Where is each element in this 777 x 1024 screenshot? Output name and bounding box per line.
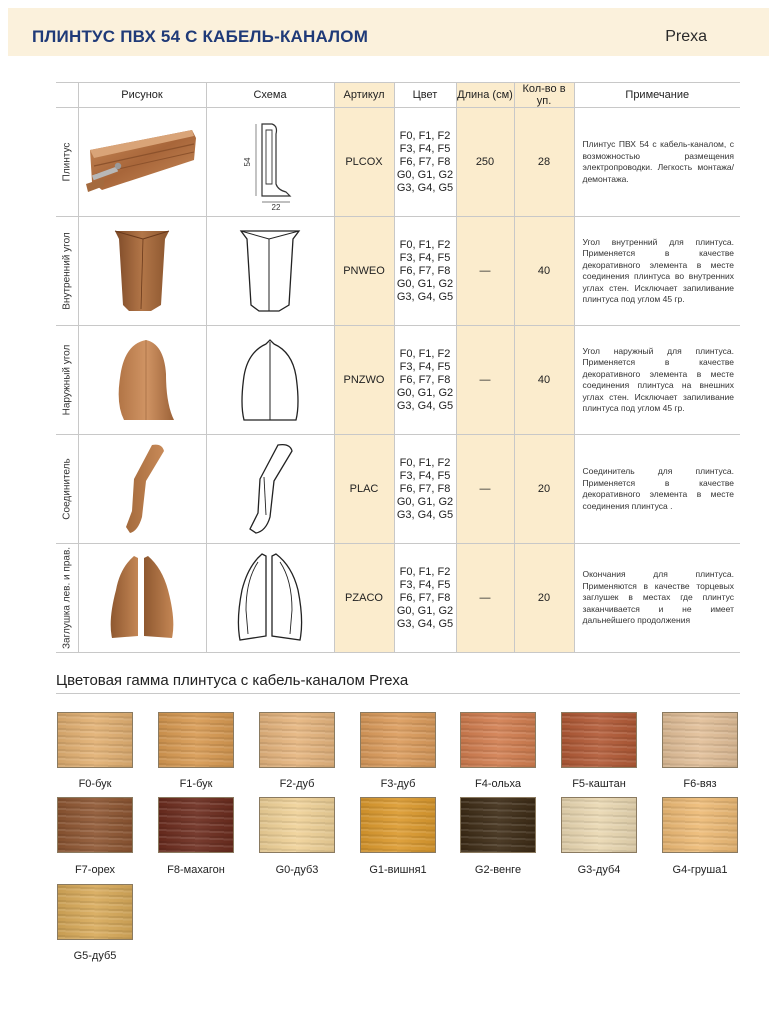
color-swatch bbox=[460, 797, 536, 853]
header-bar bbox=[8, 8, 769, 56]
color-swatch bbox=[662, 712, 738, 768]
length-cell: — bbox=[456, 217, 514, 326]
color-swatch bbox=[259, 712, 335, 768]
color-swatch bbox=[158, 797, 234, 853]
note-cell: Окончания для плинтуса. Применяются в качестве торцевых заглушек в местах где плинтус заканчивается и не имеет дальнейшего продолжения bbox=[574, 544, 740, 653]
end-caps-scheme bbox=[230, 550, 310, 646]
color-line: F6, F7, F8 bbox=[399, 264, 451, 277]
swatch-label: F8-махагон bbox=[167, 864, 225, 876]
color-line: G0, G1, G2 bbox=[396, 495, 454, 508]
product-scheme bbox=[206, 435, 334, 544]
color-line: F0, F1, F2 bbox=[399, 129, 451, 142]
colors-cell bbox=[394, 326, 456, 435]
swatch-label: F3-дуб bbox=[380, 778, 416, 790]
color-swatch bbox=[561, 712, 637, 768]
palette-title: Цветовая гамма плинтуса с кабель-каналом Prexa bbox=[56, 672, 409, 689]
inner-corner-image bbox=[107, 225, 177, 317]
product-scheme bbox=[206, 108, 334, 217]
product-table bbox=[56, 82, 740, 653]
column-header: Цвет bbox=[394, 83, 456, 108]
note-cell: Плинтус ПВХ 54 с кабель-каналом, с возможностью размещения электропроводки. Легкость монтажа/демонтажа. bbox=[574, 108, 740, 217]
color-line: F0, F1, F2 bbox=[399, 565, 451, 578]
product-scheme bbox=[206, 326, 334, 435]
product-picture bbox=[78, 435, 206, 544]
color-line: F3, F4, F5 bbox=[399, 142, 451, 155]
color-line: G3, G4, G5 bbox=[396, 290, 454, 303]
color-swatch bbox=[360, 712, 436, 768]
connector-image bbox=[112, 441, 172, 537]
column-header: Схема bbox=[206, 83, 334, 108]
color-line: G3, G4, G5 bbox=[396, 181, 454, 194]
connector-scheme bbox=[240, 441, 300, 537]
product-picture bbox=[78, 326, 206, 435]
row-label: Соединитель bbox=[61, 458, 73, 520]
length-cell: 250 bbox=[456, 108, 514, 217]
brand-name: Prexa bbox=[665, 28, 707, 45]
swatch-label: G5-дуб5 bbox=[73, 950, 117, 962]
swatch-label: F4-ольха bbox=[474, 778, 522, 790]
palette-divider bbox=[56, 693, 740, 694]
swatch-label: F1-бук bbox=[179, 778, 213, 790]
row-label: Плинтус bbox=[61, 142, 73, 182]
product-scheme bbox=[206, 217, 334, 326]
product-picture bbox=[78, 217, 206, 326]
colors-cell bbox=[394, 435, 456, 544]
row-label: Внутренний угол bbox=[61, 232, 73, 310]
table-row bbox=[56, 435, 740, 544]
swatch-label: F0-бук bbox=[78, 778, 112, 790]
color-line: F3, F4, F5 bbox=[399, 251, 451, 264]
color-swatch bbox=[158, 712, 234, 768]
page-title: ПЛИНТУС ПВХ 54 С КАБЕЛЬ-КАНАЛОМ bbox=[32, 27, 369, 46]
length-cell: — bbox=[456, 326, 514, 435]
product-picture bbox=[78, 544, 206, 653]
row-label: Заглушка лев. и прав. bbox=[61, 546, 73, 650]
swatch-label: G0-дуб3 bbox=[275, 864, 319, 876]
swatch-label: G4-груша1 bbox=[672, 864, 728, 876]
swatch-label: G1-вишня1 bbox=[369, 864, 427, 876]
row-label-cell bbox=[56, 108, 78, 217]
end-caps-image bbox=[102, 550, 182, 646]
quantity-cell: 40 bbox=[514, 217, 574, 326]
column-header: Примечание bbox=[574, 83, 740, 108]
article-cell: PLAC bbox=[334, 435, 394, 544]
scheme-width-label: 22 bbox=[271, 203, 281, 210]
product-scheme bbox=[206, 544, 334, 653]
color-swatch bbox=[662, 797, 738, 853]
note-cell: Угол наружный для плинтуса. Применяется в качестве декоративного элемента в месте соединения плинтуса на внешних углах стен. Исключает запиливание плинтуса под углом 45 гр. bbox=[574, 326, 740, 435]
quantity-cell: 28 bbox=[514, 108, 574, 217]
header-label-cell bbox=[56, 83, 78, 108]
article-cell: PZACO bbox=[334, 544, 394, 653]
row-label-cell bbox=[56, 217, 78, 326]
quantity-cell: 40 bbox=[514, 326, 574, 435]
swatch-label: F7-орех bbox=[74, 864, 116, 876]
product-picture bbox=[78, 108, 206, 217]
skirting-board-image bbox=[82, 120, 202, 204]
color-line: F6, F7, F8 bbox=[399, 482, 451, 495]
quantity-cell: 20 bbox=[514, 544, 574, 653]
color-line: F6, F7, F8 bbox=[399, 373, 451, 386]
color-line: G3, G4, G5 bbox=[396, 508, 454, 521]
color-line: F3, F4, F5 bbox=[399, 469, 451, 482]
colors-cell bbox=[394, 217, 456, 326]
color-swatch bbox=[57, 797, 133, 853]
column-header: Кол-во в уп. bbox=[514, 83, 574, 108]
column-header: Длина (см) bbox=[456, 83, 514, 108]
colors-cell bbox=[394, 108, 456, 217]
column-header: Рисунок bbox=[78, 83, 206, 108]
color-line: G0, G1, G2 bbox=[396, 168, 454, 181]
article-cell: PNZWO bbox=[334, 326, 394, 435]
color-line: F0, F1, F2 bbox=[399, 347, 451, 360]
inner-corner-scheme bbox=[235, 225, 305, 317]
table-row bbox=[56, 544, 740, 653]
table-header-row bbox=[56, 83, 740, 108]
row-label: Наружный угол bbox=[61, 344, 73, 416]
color-line: G0, G1, G2 bbox=[396, 386, 454, 399]
color-line: F3, F4, F5 bbox=[399, 578, 451, 591]
color-swatch bbox=[360, 797, 436, 853]
colors-cell bbox=[394, 544, 456, 653]
color-swatch bbox=[57, 884, 133, 940]
color-swatch bbox=[460, 712, 536, 768]
color-swatch bbox=[259, 797, 335, 853]
color-swatch bbox=[57, 712, 133, 768]
color-line: F6, F7, F8 bbox=[399, 155, 451, 168]
note-cell: Соединитель для плинтуса. Применяется в качестве декоративного элемента в месте соединения плинтуса . bbox=[574, 435, 740, 544]
swatch-label: F2-дуб bbox=[279, 778, 315, 790]
table-row bbox=[56, 217, 740, 326]
color-line: G3, G4, G5 bbox=[396, 617, 454, 630]
table-row bbox=[56, 326, 740, 435]
table-row bbox=[56, 108, 740, 217]
swatch-label: G3-дуб4 bbox=[577, 864, 621, 876]
swatch-label: F5-каштан bbox=[572, 778, 626, 790]
profile-scheme-drawing bbox=[220, 114, 320, 210]
color-line: F0, F1, F2 bbox=[399, 456, 451, 469]
article-cell: PNWEO bbox=[334, 217, 394, 326]
row-label-cell bbox=[56, 326, 78, 435]
row-label-cell bbox=[56, 544, 78, 653]
color-line: G3, G4, G5 bbox=[396, 399, 454, 412]
length-cell: — bbox=[456, 435, 514, 544]
note-cell: Угол внутренний для плинтуса. Применяется в качестве декоративного элемента в месте соединения плинтуса во внутренних углах стен. Исключает запиливание плинтуса под углом 45 гр. bbox=[574, 217, 740, 326]
color-line: G0, G1, G2 bbox=[396, 277, 454, 290]
swatch-label: F6-вяз bbox=[683, 778, 717, 790]
color-line: F3, F4, F5 bbox=[399, 360, 451, 373]
row-label-cell bbox=[56, 435, 78, 544]
swatch-label: G2-венге bbox=[474, 864, 522, 876]
column-header: Артикул bbox=[334, 83, 394, 108]
color-line: F0, F1, F2 bbox=[399, 238, 451, 251]
length-cell: — bbox=[456, 544, 514, 653]
color-line: F6, F7, F8 bbox=[399, 591, 451, 604]
outer-corner-scheme bbox=[230, 334, 310, 426]
article-cell: PLCOX bbox=[334, 108, 394, 217]
color-line: G0, G1, G2 bbox=[396, 604, 454, 617]
color-swatch bbox=[561, 797, 637, 853]
quantity-cell: 20 bbox=[514, 435, 574, 544]
scheme-height-label: 54 bbox=[243, 157, 252, 167]
outer-corner-image bbox=[102, 334, 182, 426]
